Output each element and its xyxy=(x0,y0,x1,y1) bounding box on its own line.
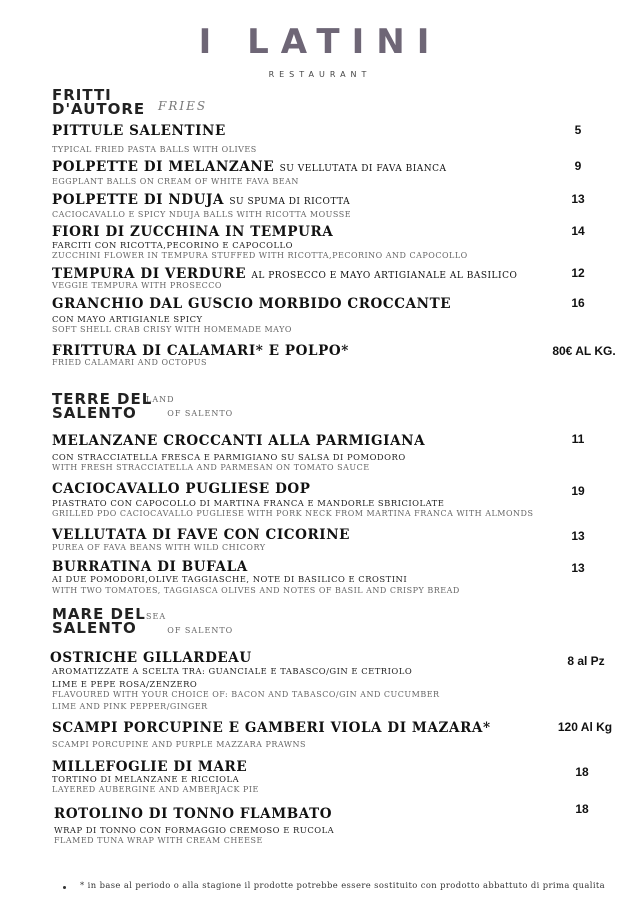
item-name-polpette-nduja: POLPETTE DI NDUJA SU SPUMA DI RICOTTA xyxy=(52,192,351,208)
item-inline-tempura: AL PROSECCO E MAYO ARTIGIANALE AL BASILICO xyxy=(251,271,518,281)
item-it-burratina: AI DUE POMODORI,OLIVE TAGGIASCHE, NOTE DI BASILICO E CROSTINI xyxy=(52,574,408,584)
section-subtitle-terre: LAND OF SALENTO xyxy=(146,395,234,418)
item-name-rotolino: ROTOLINO DI TONNO FLAMBATO xyxy=(54,806,333,822)
item-name-polpette-melanzane: POLPETTE DI MELANZANE SU VELLUTATA DI FAVA BIANCA xyxy=(52,159,447,175)
item-price-frittura: 80€ AL KG. xyxy=(552,344,616,358)
item-name-scampi: SCAMPI PORCUPINE E GAMBERI VIOLA DI MAZARA* xyxy=(52,720,491,736)
item-name-tempura: TEMPURA DI VERDURE AL PROSECCO E MAYO ARTIGIANALE AL BASILICO xyxy=(52,266,518,282)
item-price-melanzane: 11 xyxy=(571,432,585,446)
item-it2-ostriche: LIME E PEPE ROSA/ZENZERO xyxy=(52,679,198,689)
item-en2-ostriche: LIME AND PINK PEPPER/GINGER xyxy=(52,702,208,711)
item-it-granchio: CON MAYO ARTIGIANLE SPICY xyxy=(52,314,203,324)
item-name-pittule: PITTULE SALENTINE xyxy=(52,123,226,139)
item-price-caciocavallo: 19 xyxy=(571,484,585,498)
item-en-frittura: FRIED CALAMARI AND OCTOPUS xyxy=(52,358,207,367)
item-price-vellutata: 13 xyxy=(571,529,585,543)
item-name-millefoglie: MILLEFOGLIE DI MARE xyxy=(52,759,248,775)
item-it-melanzane: CON STRACCIATELLA FRESCA E PARMIGIANO SU SALSA DI POMODORO xyxy=(52,452,406,462)
item-it-caciocavallo: PIASTRATO CON CAPOCOLLO DI MARTINA FRANCA E MANDORLE SBRICIOLATE xyxy=(52,498,445,508)
item-it-ostriche: AROMATIZZATE A SCELTA TRA: GUANCIALE E TABASCO/GIN E CETRIOLO xyxy=(52,666,413,676)
item-en-burratina: WITH TWO TOMATOES, TAGGIASCA OLIVES AND NOTES OF BASIL AND CRISPY BREAD xyxy=(52,586,460,595)
item-en-ostriche: FLAVOURED WITH YOUR CHOICE OF: BACON AND TABASCO/GIN AND CUCUMBER xyxy=(52,690,440,699)
item-en-fiori: ZUCCHINI FLOWER IN TEMPURA STUFFED WITH RICOTTA,PECORINO AND CAPOCOLLO xyxy=(52,251,468,260)
item-it-fiori: FARCITI CON RICOTTA,PECORINO E CAPOCOLLO xyxy=(52,240,293,250)
item-en-polpette-melanzane: EGGPLANT BALLS ON CREAM OF WHITE FAVA BEAN xyxy=(52,177,299,186)
item-inline-polpette-melanzane: SU VELLUTATA DI FAVA BIANCA xyxy=(279,164,447,174)
item-price-tempura: 12 xyxy=(571,266,585,280)
item-en-scampi: SCAMPI PORCUPINE AND PURPLE MAZZARA PRAWNS xyxy=(52,740,306,749)
item-name-vellutata: VELLUTATA DI FAVE CON CICORINE xyxy=(52,527,351,543)
item-price-fiori: 14 xyxy=(571,224,585,238)
section-title-fritti: FRITTI D'AUTORE xyxy=(52,86,146,118)
item-en-vellutata: PUREA OF FAVA BEANS WITH WILD CHICORY xyxy=(52,543,266,552)
item-en-tempura: VEGGIE TEMPURA WITH PROSECCO xyxy=(52,281,222,290)
item-en-melanzane: WITH FRESH STRACCIATELLA AND PARMESAN ON TOMATO SAUCE xyxy=(52,463,370,472)
item-price-scampi: 120 Al Kg xyxy=(557,720,613,734)
item-name-burratina: BURRATINA DI BUFALA xyxy=(52,559,248,575)
item-en-millefoglie: LAYERED AUBERGINE AND AMBERJACK PIE xyxy=(52,785,259,794)
item-name-fiori: FIORI DI ZUCCHINA IN TEMPURA xyxy=(52,224,334,240)
item-en-rotolino: FLAMED TUNA WRAP WITH CREAM CHEESE xyxy=(54,836,263,845)
item-en-caciocavallo: GRILLED PDO CACIOCAVALLO PUGLIESE WITH PORK NECK FROM MARTINA FRANCA WITH ALMONDS xyxy=(52,509,534,518)
item-price-polpette-melanzane: 9 xyxy=(574,159,582,173)
section-subtitle-mare: SEA OF SALENTO xyxy=(146,612,234,635)
item-name-granchio: GRANCHIO DAL GUSCIO MORBIDO CROCCANTE xyxy=(52,296,452,312)
section-subtitle-fritti: FRIES xyxy=(158,99,208,113)
item-price-granchio: 16 xyxy=(571,296,585,310)
item-it-rotolino: WRAP DI TONNO CON FORMAGGIO CREMOSO E RUCOLA xyxy=(54,825,335,835)
section-title-mare: MARE DEL SALENTO xyxy=(52,605,146,637)
section-title-terre: TERRE DEL SALENTO xyxy=(52,390,153,422)
item-price-rotolino: 18 xyxy=(575,802,589,816)
item-name-caciocavallo: CACIOCAVALLO PUGLIESE DOP xyxy=(52,481,311,497)
item-price-millefoglie: 18 xyxy=(575,765,589,779)
restaurant-logo: I LATINI xyxy=(198,22,442,62)
item-price-ostriche: 8 al Pz xyxy=(567,654,605,668)
restaurant-subtitle: RESTAURANT xyxy=(268,70,372,79)
item-price-polpette-nduja: 13 xyxy=(571,192,585,206)
item-en-pittule: TYPICAL FRIED PASTA BALLS WITH OLIVES xyxy=(52,145,257,154)
item-it-millefoglie: TORTINO DI MELANZANE E RICCIOLA xyxy=(52,774,240,784)
item-price-burratina: 13 xyxy=(571,561,585,575)
item-price-pittule: 5 xyxy=(574,123,582,137)
item-name-melanzane: MELANZANE CROCCANTI ALLA PARMIGIANA xyxy=(52,433,426,449)
footnote: * in base al periodo o alla stagione il prodotte potrebbe essere sostituito con prodotto abbattuto di prima qualita xyxy=(80,880,606,890)
item-en-granchio: SOFT SHELL CRAB CRISY WITH HOMEMADE MAYO xyxy=(52,325,292,334)
item-en-polpette-nduja: CACIOCAVALLO E SPICY NDUJA BALLS WITH RICOTTA MOUSSE xyxy=(52,210,352,219)
item-name-frittura: FRITTURA DI CALAMARI* E POLPO* xyxy=(52,343,349,359)
footnote-bullet xyxy=(63,886,66,889)
item-inline-polpette-nduja: SU SPUMA DI RICOTTA xyxy=(229,197,351,207)
item-name-ostriche: OSTRICHE GILLARDEAU xyxy=(50,650,252,666)
